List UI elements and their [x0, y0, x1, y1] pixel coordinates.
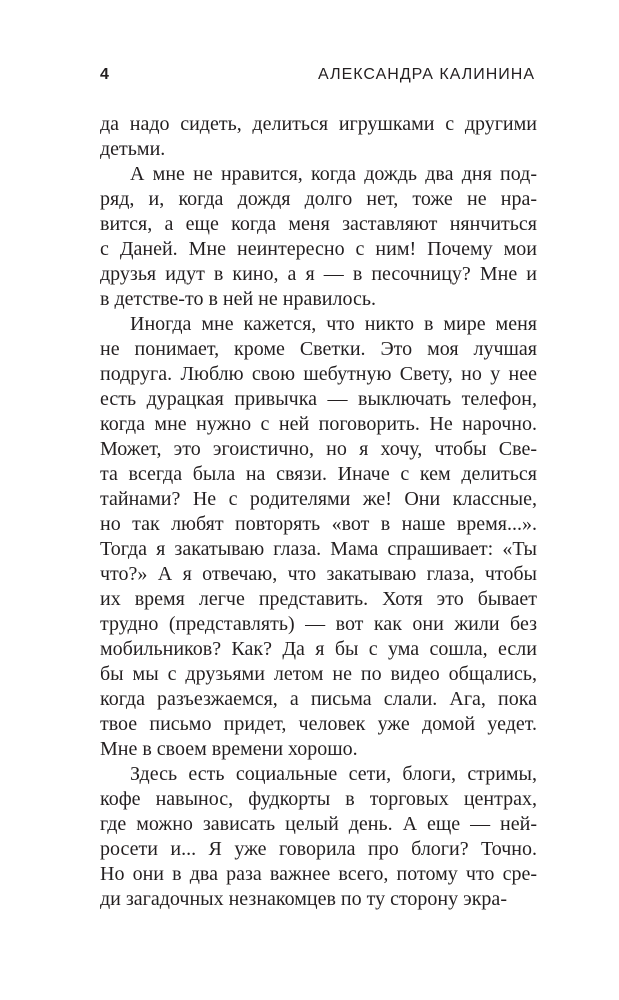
text-line: Мне в своем времени хорошо.	[100, 738, 358, 760]
text-line: ди загадочных незнакомцев по ту сторону экра-	[100, 888, 507, 910]
paragraph	[100, 312, 537, 762]
text-line: с Даней. Мне неинтересно с ним! Почему мои	[100, 238, 537, 260]
text-line: трудно (представлять) — вот как они жили без	[100, 613, 537, 635]
text-line: бы мы с друзьями летом не по видео общались,	[100, 663, 537, 685]
text-line: их время легче представить. Хотя это бывает	[100, 588, 537, 610]
page-number: 4	[100, 66, 110, 83]
text-line: детьми.	[100, 138, 166, 160]
running-head-author: АЛЕКСАНДРА КАЛИНИНА	[318, 66, 535, 83]
text-line: подруга. Люблю свою шебутную Свету, но у нее	[100, 363, 537, 385]
text-line: кофе навынос, фудкорты в торговых центрах,	[100, 788, 537, 810]
text-line: Может, это эгоистично, но я хочу, чтобы Све-	[100, 438, 537, 460]
text-line: А мне не нравится, когда дождь два дня под-	[130, 163, 537, 185]
page-header	[100, 66, 535, 92]
text-line: тайнами? Не с родителями же! Они классные,	[100, 488, 537, 510]
text-line: твое письмо придет, человек уже домой уедет.	[100, 713, 537, 735]
text-line: но так любят повторять «вот в наше время...».	[100, 513, 537, 535]
text-line: ряд, и, когда дождя долго нет, тоже не нра-	[100, 188, 537, 210]
text-line: росети и... Я уже говорила про блоги? Точно.	[100, 838, 537, 860]
text-line: что?» А я отвечаю, что закатываю глаза, чтобы	[100, 563, 537, 585]
paragraph	[100, 112, 537, 162]
text-line: Иногда мне кажется, что никто в мире меня	[130, 313, 537, 335]
text-line: когда разъезжаемся, а письма слали. Ага, пока	[100, 688, 537, 710]
text-line: в детстве-то в ней не нравилось.	[100, 288, 376, 310]
text-line: Здесь есть социальные сети, блоги, стримы,	[130, 763, 537, 785]
text-line: Тогда я закатываю глаза. Мама спрашивает: «Ты	[100, 538, 537, 560]
text-line: не понимает, кроме Светки. Это моя лучшая	[100, 338, 537, 360]
body-text	[100, 112, 537, 912]
text-line: друзья идут в кино, а я — в песочницу? Мне и	[100, 263, 537, 285]
text-line: мобильников? Как? Да я бы с ума сошла, если	[100, 638, 537, 660]
text-line: да надо сидеть, делиться игрушками с другими	[100, 113, 537, 135]
paragraph	[100, 762, 537, 912]
text-line: Но они в два раза важнее всего, потому что сре-	[100, 863, 537, 885]
text-line: вится, а еще когда меня заставляют нянчиться	[100, 213, 537, 235]
text-line: где можно зависать целый день. А еще — ней-	[100, 813, 537, 835]
text-line: та всегда была на связи. Иначе с кем делиться	[100, 463, 537, 485]
text-line: есть дурацкая привычка — выключать телефон,	[100, 388, 537, 410]
paragraph	[100, 162, 537, 312]
text-line: когда мне нужно с ней поговорить. Не нарочно.	[100, 413, 537, 435]
